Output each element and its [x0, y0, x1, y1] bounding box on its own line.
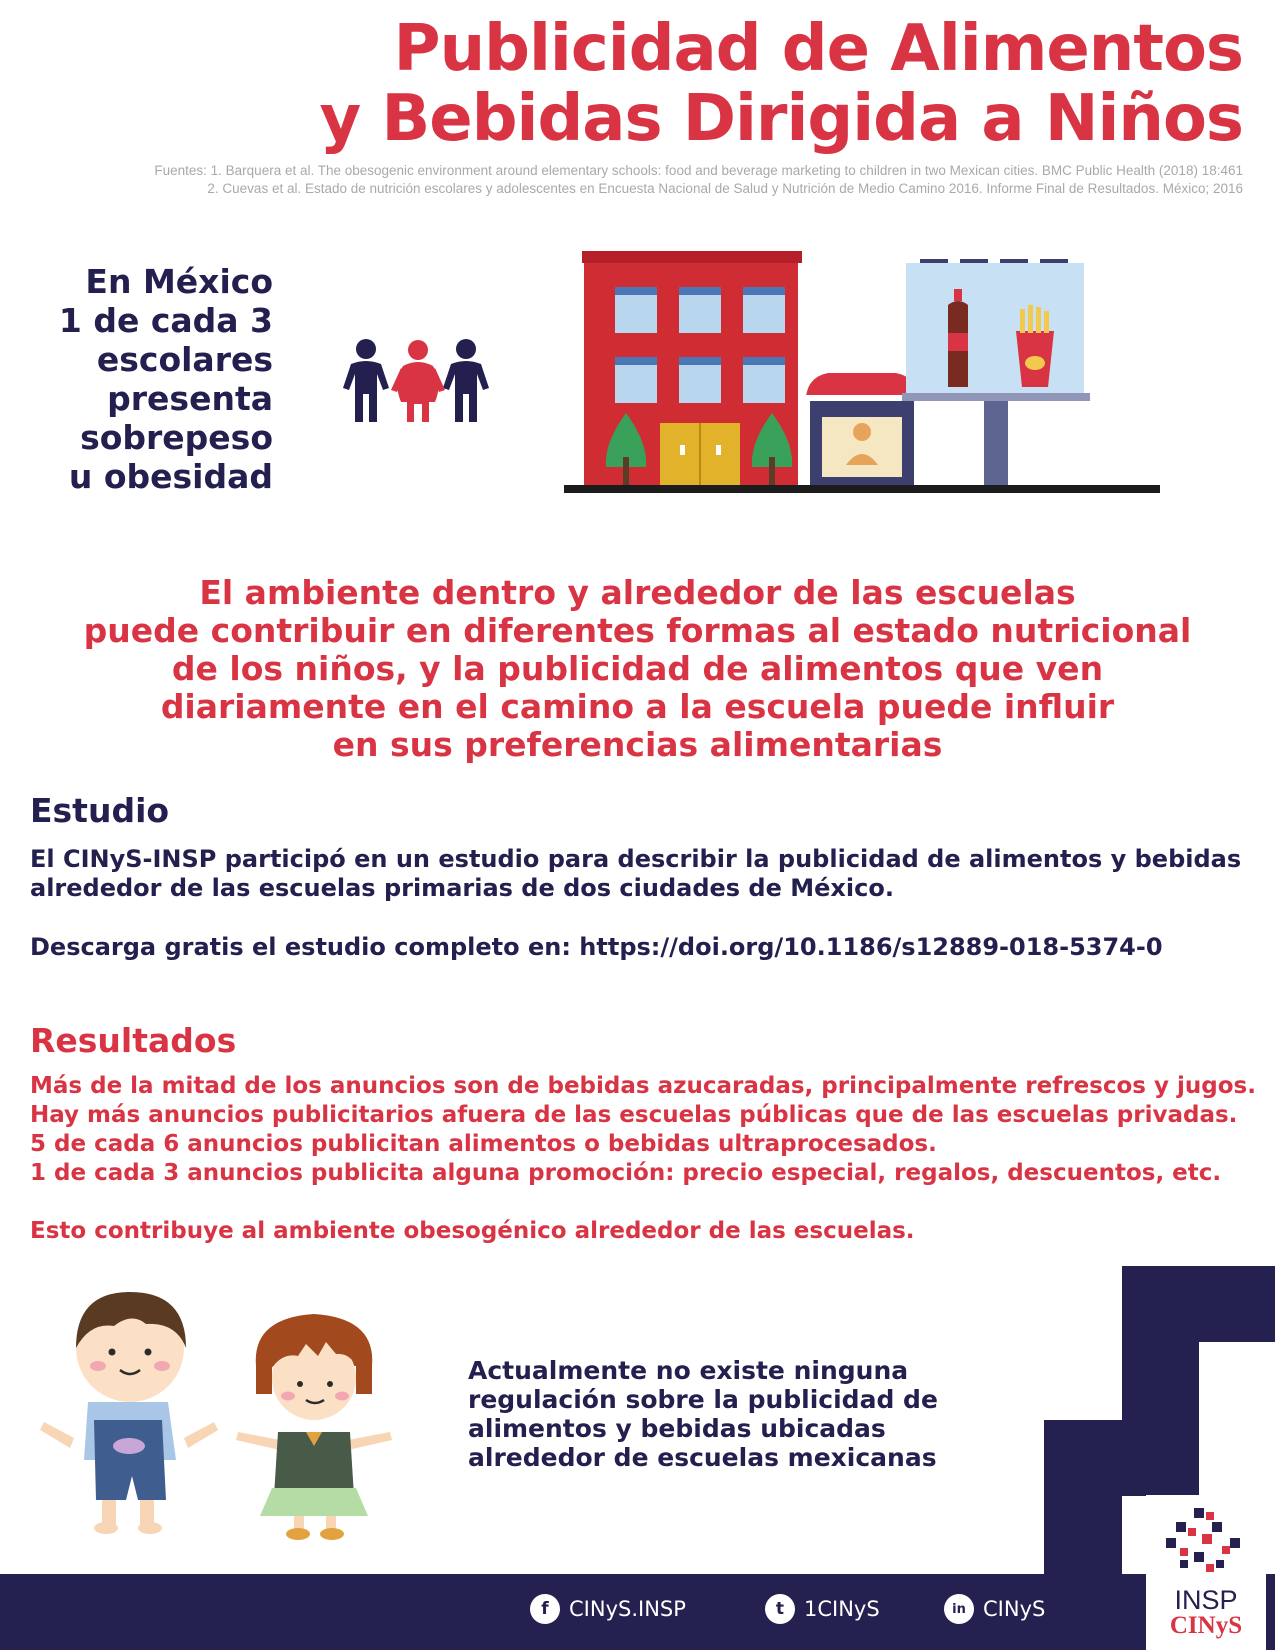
- stat-line: sobrepeso: [80, 418, 273, 457]
- school-building-icon: [582, 251, 802, 485]
- page-title: [320, 14, 1244, 154]
- linkedin-icon: in: [944, 1594, 974, 1624]
- stat-line: presenta: [107, 379, 273, 418]
- billboard-icon: [902, 259, 1090, 485]
- intro-line: diariamente en el camino a la escuela puede influir: [160, 687, 1115, 726]
- regulation-line: alrededor de escuelas mexicanas: [468, 1443, 937, 1472]
- list-item: Hay más anuncios publicitarios afuera de las escuelas públicas que de las escuelas privadas.: [30, 1102, 1238, 1128]
- regulation-line: Actualmente no existe ninguna: [468, 1356, 909, 1385]
- children-group-icon: [343, 338, 499, 424]
- list-item: Más de la mitad de los anuncios son de bebidas azucaradas, principalmente refrescos y jugos.: [30, 1073, 1256, 1099]
- estudio-text: El CINyS-INSP participó en un estudio para describir la publicidad de alimentos y bebidas alrededor de las escuelas primarias de dos ciudades de México.: [30, 845, 1242, 902]
- school-environment-illustration: [560, 245, 1160, 517]
- download-link[interactable]: Descarga gratis el estudio completo en: https://doi.org/10.1186/s12889-018-5374-0: [30, 933, 1163, 961]
- intro-line: puede contribuir en diferentes formas al estado nutricional: [83, 611, 1192, 650]
- regulation-line: regulación sobre la publicidad de: [468, 1385, 938, 1414]
- source-1: Fuentes: 1. Barquera et al. The obesogenic environment around elementary schools: food and beverage marketing to children in two Mexican cities. BMC Public Health (2018) 18:461: [154, 163, 1243, 178]
- linkedin-link[interactable]: [944, 1594, 1045, 1624]
- intro-line: de los niños, y la publicidad de alimentos que ven: [171, 649, 1104, 688]
- resultados-list: [30, 1072, 1260, 1188]
- list-item: 1 de cada 3 anuncios publicita alguna promoción: precio especial, regalos, descuentos, etc.: [30, 1160, 1222, 1186]
- resultados-heading: Resultados: [30, 1021, 237, 1060]
- title-line-2: y Bebidas Dirigida a Niños: [319, 82, 1243, 156]
- logo-insp: INSP: [1174, 1585, 1238, 1615]
- intro-line: El ambiente dentro y alrededor de las escuelas: [199, 573, 1076, 612]
- twitter-icon: t: [765, 1594, 795, 1624]
- intro-line: en sus preferencias alimentarias: [332, 725, 943, 764]
- estudio-heading: Estudio: [30, 791, 170, 830]
- linkedin-label: CINyS: [983, 1597, 1046, 1621]
- obesity-stat: [59, 262, 273, 496]
- stat-line: u obesidad: [68, 457, 273, 496]
- food-kiosk-icon: [806, 373, 918, 485]
- stat-line: 1 de cada 3: [58, 301, 273, 340]
- cinys-logo-icon: [1166, 1508, 1246, 1576]
- twitter-link[interactable]: [765, 1594, 880, 1624]
- facebook-icon: f: [530, 1594, 560, 1624]
- title-line-1: Publicidad de Alimentos: [393, 12, 1243, 86]
- intro-paragraph: [0, 574, 1275, 764]
- list-item: 5 de cada 6 anuncios publicitan alimentos o bebidas ultraprocesados.: [30, 1131, 937, 1157]
- facebook-link[interactable]: [530, 1594, 686, 1624]
- step-decoration: [0, 1260, 1275, 1580]
- conclusion-text: Esto contribuye al ambiente obesogénico alrededor de las escuelas.: [30, 1218, 915, 1244]
- stat-line: En México: [85, 262, 273, 301]
- sources: [154, 162, 1243, 198]
- regulation-line: alimentos y bebidas ubicadas: [468, 1414, 886, 1443]
- facebook-label: CINyS.INSP: [569, 1597, 686, 1621]
- logo-cinys: CINyS: [1169, 1612, 1243, 1639]
- stat-line: escolares: [96, 340, 273, 379]
- source-2: 2. Cuevas et al. Estado de nutrición escolares y adolescentes en Encuesta Nacional de Salud y Nutrición de Medio Camino 2016. Informe Final de Resultados. México; 2016: [207, 181, 1243, 196]
- twitter-label: 1CINyS: [804, 1597, 880, 1621]
